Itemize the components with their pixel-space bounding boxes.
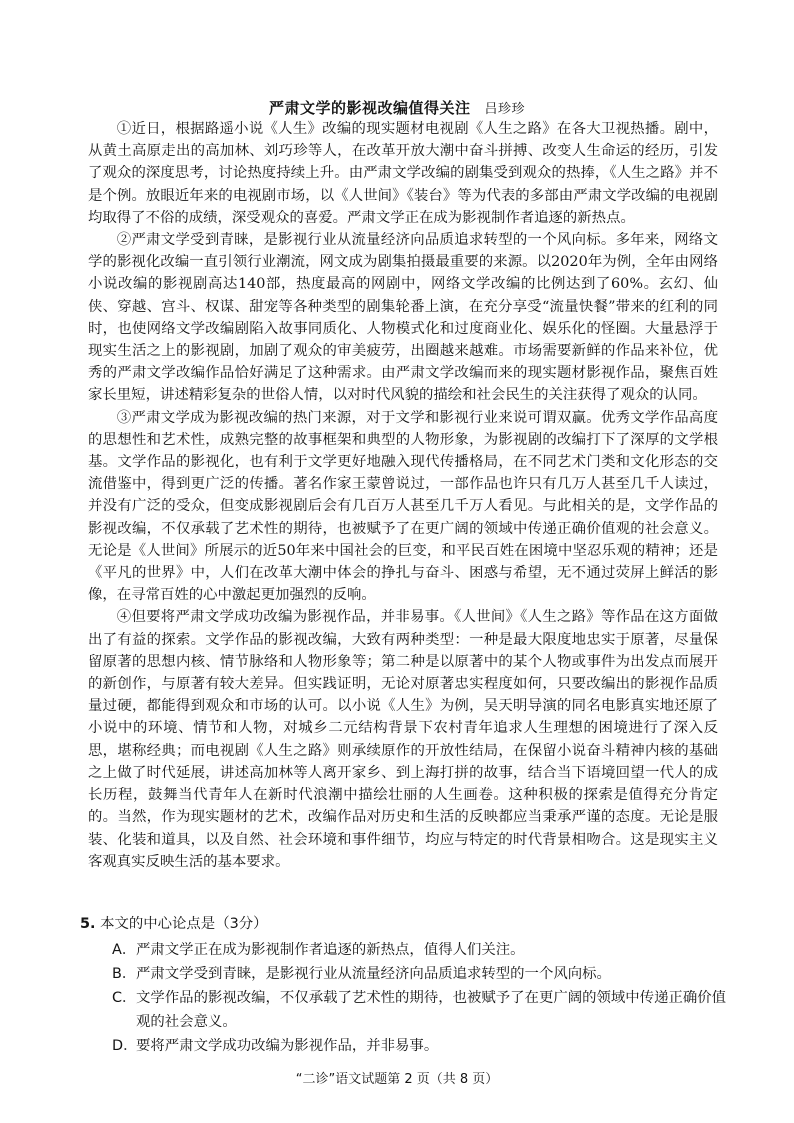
option-c xyxy=(112,986,728,1034)
option-a xyxy=(112,938,728,962)
paragraph-2: ②严肃文学受到青睐，是影视行业从流量经济向品质追求转型的一个风向标。多年来，网络文学的影视化改编一直引领行业潮流，网文成为剧集拍摄最重要的来源。以2020年为例，全年由网络小说改编的影视剧高达140部，热度最高的网剧中，网络文学改编的比例达到了60%。玄幻、仙侠、穿越、宫斗、权谋、甜宠等各种类型的剧集轮番上演，在充分享受“流量快餐”带来的红利的同时，也使网络文学改编剧陷入故事同质化、人物模式化和过度商业化、娱乐化的怪圈。大量悬浮于现实生活之上的影视剧，加剧了观众的审美疲劳，出圈越来越难。市场需要新鲜的作品来补位，优秀的严肃文学改编作品恰好满足了这种需求。由严肃文学改编而来的现实题材影视作品，聚焦百姓家长里短，讲述精彩复杂的世俗人情，以对时代风貌的描绘和社会民生的关注获得了观众的认同。 xyxy=(88,232,718,404)
option-letter: D． xyxy=(112,1038,138,1054)
option-letter: C． xyxy=(112,990,137,1006)
question-number: 5. xyxy=(80,916,96,932)
article-title-line xyxy=(0,97,794,118)
paragraph-4: ④但要将严肃文学成功改编为影视作品，并非易事。《人世间》《人生之路》等作品在这方面做出了有益的探索。文学作品的影视改编，大致有两种类型：一种是最大限度地忠实于原著，尽量保留原著的思想内核、情节脉络和人物形象等；第二种是以原著中的某个人物或事件为出发点而展开的新创作，与原著有较大差异。但实践证明，无论对原著忠实程度如何，只要改编出的影视作品质量过硬，都能得到观众和市场的认可。以小说《人生》为例，吴天明导演的同名电影真实地还原了小说中的环境、情节和人物，对城乡二元结构背景下农村青年追求人生理想的困境进行了深入反思，堪称经典；而电视剧《人生之路》则承续原作的开放性结局，在保留小说奋斗精神内核的基础之上做了时代延展，讲述高加林等人离开家乡、到上海打拼的故事，结合当下语境回望一代人的成长历程，鼓舞当代青年人在新时代浪潮中描绘壮丽的人生画卷。这种积极的探索是值得充分肯定的。当然，作为现实题材的艺术，改编作品对历史和生活的反映都应当秉承严谨的态度。无论是服装、化装和道具，以及自然、社会环境和事件细节，均应与特定的时代背景相吻合。这是现实主义客观真实反映生活的基本要求。 xyxy=(88,609,718,870)
option-letter: A． xyxy=(112,942,137,958)
option-b xyxy=(112,962,728,986)
article-title: 严肃文学的影视改编值得关注 xyxy=(268,99,471,117)
page-footer: “二诊”语文试题第 2 页（共 8 页） xyxy=(295,1072,499,1087)
question-text: 本文的中心论点是（3分） xyxy=(100,916,268,932)
option-text: 严肃文学正在成为影视制作者追逐的新热点，值得人们关注。 xyxy=(136,942,525,958)
question-stem xyxy=(80,912,728,936)
paragraph-3: ③严肃文学成为影视改编的热门来源，对于文学和影视行业来说可谓双赢。优秀文学作品高度的思想性和艺术性，成熟完整的故事框架和典型的人物形象，为影视剧的改编打下了深厚的文学根基。文学作品的影视化，也有利于文学更好地融入现代传播格局，在不同艺术门类和文化形态的交流借鉴中，得到更广泛的传播。著名作家王蒙曾说过，一部作品也许只有几万人甚至几千人读过，并没有广泛的受众，但变成影视剧后会有几百万人甚至几千万人看见。与此相关的是，文学作品的影视改编，不仅承载了艺术性的期待，也被赋予了在更广阔的领域中传递正确价值观的社会意义。无论是《人世间》所展示的近50年来中国社会的巨变，和平民百姓在困境中坚忍乐观的精神；还是《平凡的世界》中，人们在改革大潮中体会的挣扎与奋斗、困惑与希望，无不通过荧屏上鲜活的影像，在寻常百姓的心中激起更加强烈的反响。 xyxy=(88,409,718,604)
article-author: 吕珍珍 xyxy=(484,102,526,117)
option-text: 要将严肃文学成功改编为影视作品，并非易事。 xyxy=(136,1038,439,1054)
paragraph-1: ①近日，根据路遥小说《人生》改编的现实题材电视剧《人生之路》在各大卫视热播。剧中，从黄土高原走出的高加林、刘巧珍等人，在改革开放大潮中奋斗拼搏、改变人生命运的经历，引发了观众的深度思考，讨论热度持续上升。由严肃文学改编的剧集受到观众的热捧，《人生之路》并不是个例。放眼近年来的电视剧市场，以《人世间》《装台》等为代表的多部由严肃文学改编的电视剧均取得了不俗的成绩，深受观众的喜爱。严肃文学正在成为影视制作者追逐的新热点。 xyxy=(88,121,718,226)
question-5 xyxy=(80,912,728,1058)
option-text: 严肃文学受到青睐，是影视行业从流量经济向品质追求转型的一个风向标。 xyxy=(136,966,611,982)
article-body xyxy=(88,118,718,873)
option-d xyxy=(112,1034,728,1058)
option-letter: B． xyxy=(112,966,137,982)
option-text: 文学作品的影视改编，不仅承载了艺术性的期待，也被赋予了在更广阔的领域中传递正确价值观的社会意义。 xyxy=(136,990,727,1030)
